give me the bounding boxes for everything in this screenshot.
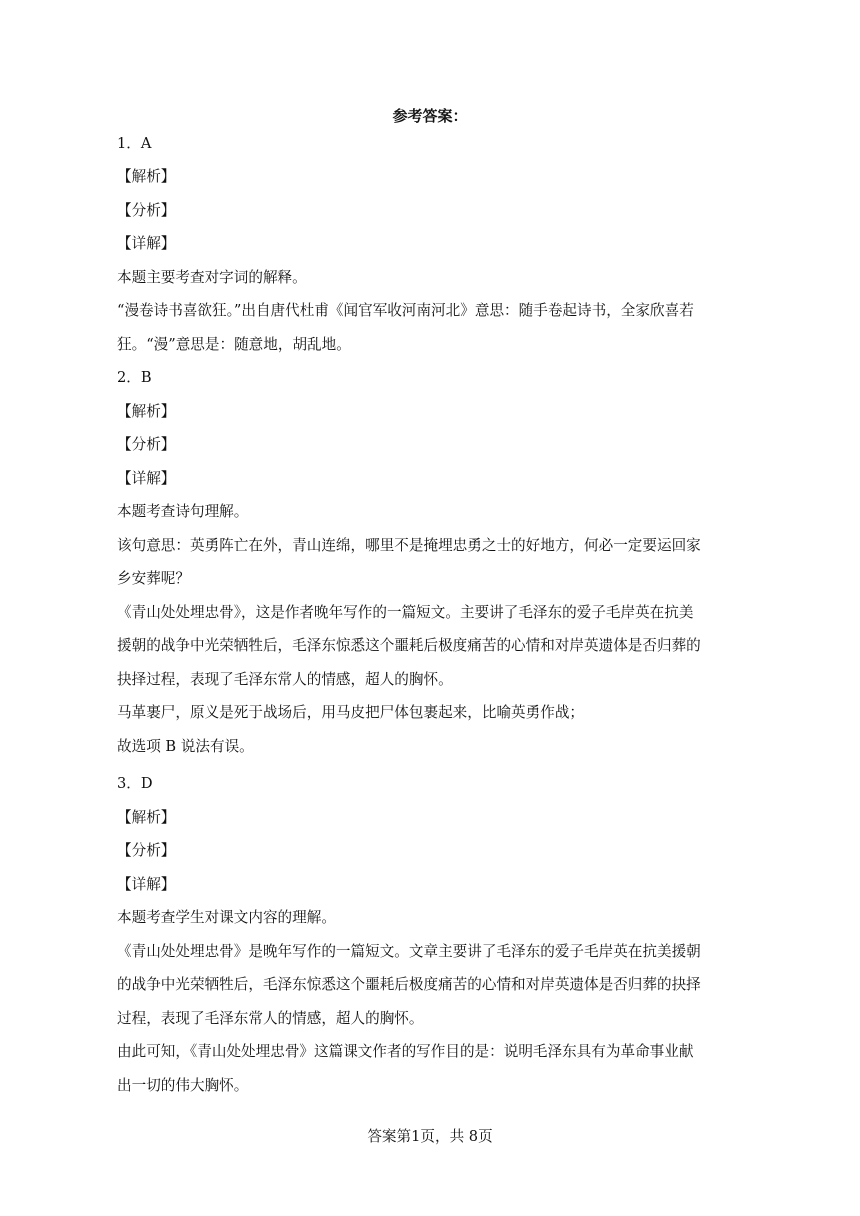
q2-paragraph: 故选项 B 说法有误。	[117, 738, 254, 755]
q1-number: 1．A	[117, 135, 152, 152]
q3-paragraph: 的战争中光荣牺牲后，毛泽东惊悉这个噩耗后极度痛苦的心情和对岸英遗体是否归葬的抉择	[117, 976, 701, 993]
q3-number: 3．D	[117, 775, 153, 792]
q2-analysis-label: 【解析】	[117, 403, 176, 420]
q2-paragraph: 《青山处处埋忠骨》，这是作者晚年写作的一篇短文。主要讲了毛泽东的爱子毛岸英在抗美	[117, 604, 694, 621]
q2-paragraph: 本题考查诗句理解。	[117, 503, 249, 520]
q1-fenxi-label: 【分析】	[117, 202, 176, 219]
q2-paragraph: 援朝的战争中光荣牺牲后，毛泽东惊悉这个噩耗后极度痛苦的心情和对岸英遗体是否归葬的	[117, 637, 701, 654]
q3-paragraph: 《青山处处埋忠骨》是晚年写作的一篇短文。文章主要讲了毛泽东的爱子毛岸英在抗美援朝	[117, 943, 701, 960]
q3-paragraph: 过程，表现了毛泽东常人的情感，超人的胸怀。	[117, 1010, 424, 1027]
q3-paragraph: 出一切的伟大胸怀。	[117, 1077, 249, 1094]
page-footer: 答案第1页，共 8页	[367, 1128, 493, 1145]
q3-paragraph: 本题考查学生对课文内容的理解。	[117, 909, 336, 926]
q2-fenxi-label: 【分析】	[117, 436, 176, 453]
q1-paragraph: 本题主要考查对字词的解释。	[117, 269, 307, 286]
q3-detail-label: 【详解】	[117, 876, 176, 893]
q3-fenxi-label: 【分析】	[117, 842, 176, 859]
q3-analysis-label: 【解析】	[117, 809, 176, 826]
q2-detail-label: 【详解】	[117, 470, 176, 487]
q1-analysis-label: 【解析】	[117, 168, 176, 185]
q2-paragraph: 乡安葬呢？	[117, 570, 190, 587]
q2-paragraph: 抉择过程，表现了毛泽东常人的情感，超人的胸怀。	[117, 671, 453, 688]
q1-paragraph: “漫卷诗书喜欲狂。”出自唐代杜甫《闻官军收河南河北》意思：随手卷起诗书，全家欣喜若	[117, 302, 694, 319]
q1-detail-label: 【详解】	[117, 235, 176, 252]
q2-number: 2．B	[117, 369, 152, 386]
q3-paragraph: 由此可知，《青山处处埋忠骨》这篇课文作者的写作目的是：说明毛泽东具有为革命事业献	[117, 1043, 694, 1060]
q1-paragraph: 狂。“漫”意思是：随意地，胡乱地。	[117, 336, 351, 353]
q2-paragraph: 马革裹尸，原义是死于战场后，用马皮把尸体包裹起来，比喻英勇作战；	[117, 704, 585, 721]
q2-paragraph: 该句意思：英勇阵亡在外，青山连绵，哪里不是掩埋忠勇之士的好地方，何必一定要运回家	[117, 537, 701, 554]
page-title: 参考答案：	[392, 107, 468, 125]
